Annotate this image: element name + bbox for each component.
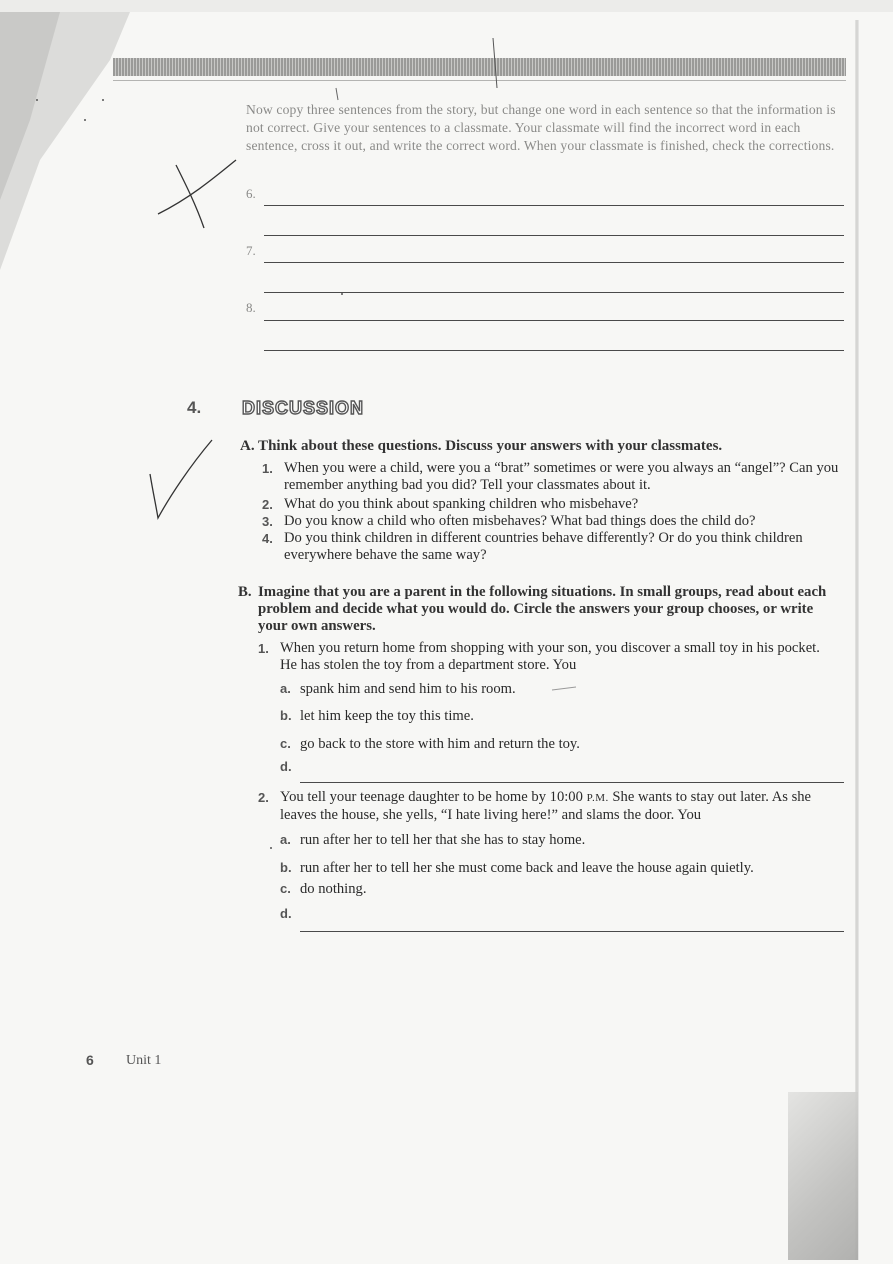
section-title: DISCUSSION [242,398,365,418]
option-letter: b. [280,708,292,723]
unit-label: Unit 1 [126,1053,162,1068]
question-text: When you were a child, were you a “brat” sometimes or were you always an “angel”? Can you remember anything bad you did? Tell your classmates about it. [284,460,839,493]
question-text: Do you think children in different countries behave differently? Or do you think children everywhere behave the same way? [284,530,803,563]
option-text: run after her to tell her that she has to stay home. [300,832,586,848]
check-mark [150,440,212,518]
question-text: Do you know a child who often misbehaves? What bad things does the child do? [284,513,756,529]
copy-instructions: Now copy three sentences from the story, but change one word in each sentence so that the information is not correct. Give your sentences to a classmate. Your classmate will find the incorrect word in each sentence, cross it out, and write the correct word. When your classmate is finished, check the corrections. [246,102,836,153]
cross-mark [176,165,204,228]
option-text: do nothing. [300,881,367,897]
question-number: 1. [262,461,273,476]
question-number: 3. [262,514,273,529]
situation-time-suffix: P.M. [586,792,609,804]
situation-text: When you return home from shopping with your son, you discover a small toy in his pocket. He has stolen the toy from a department store. You [280,640,820,673]
option-text: spank him and send him to his room. [300,681,516,697]
situation-number: 1. [258,641,269,656]
option-letter: a. [280,681,291,696]
line-number-8: 8. [246,300,256,315]
option-letter: c. [280,736,291,751]
situation-number: 2. [258,790,269,805]
page-number: 6 [86,1052,94,1068]
option-letter: d. [280,759,292,774]
cross-mark [158,160,236,214]
situation-text-before: You tell your teenage daughter to be home by 10:00 [280,789,583,805]
question-number: 2. [262,497,273,512]
part-b-text: Imagine that you are a parent in the following situations. In small groups, read about each problem and decide what you would do. Circle the answers your group chooses, or write your own answers. [258,584,827,634]
option-text: let him keep the toy this time. [300,708,474,724]
option-text: go back to the store with him and return the toy. [300,736,580,752]
line-number-7: 7. [246,243,256,258]
line-number-6: 6. [246,186,256,201]
situation-text-after: She wants to stay out later. As she leaves the house, she yells, “I hate living here!” and slams the door. You [280,789,812,823]
option-letter: b. [280,860,292,875]
question-number: 4. [262,531,273,546]
option-letter: c. [280,881,291,896]
question-text: What do you think about spanking children who misbehave? [284,496,639,512]
option-text: run after her to tell her she must come back and leave the house again quietly. [300,860,754,876]
part-b-letter: B. [238,584,252,600]
option-letter: a. [280,832,291,847]
option-letter: d. [280,906,292,921]
section-number: 4. [187,398,202,417]
part-a-heading: A. Think about these questions. Discuss your answers with your classmates. [240,438,723,454]
